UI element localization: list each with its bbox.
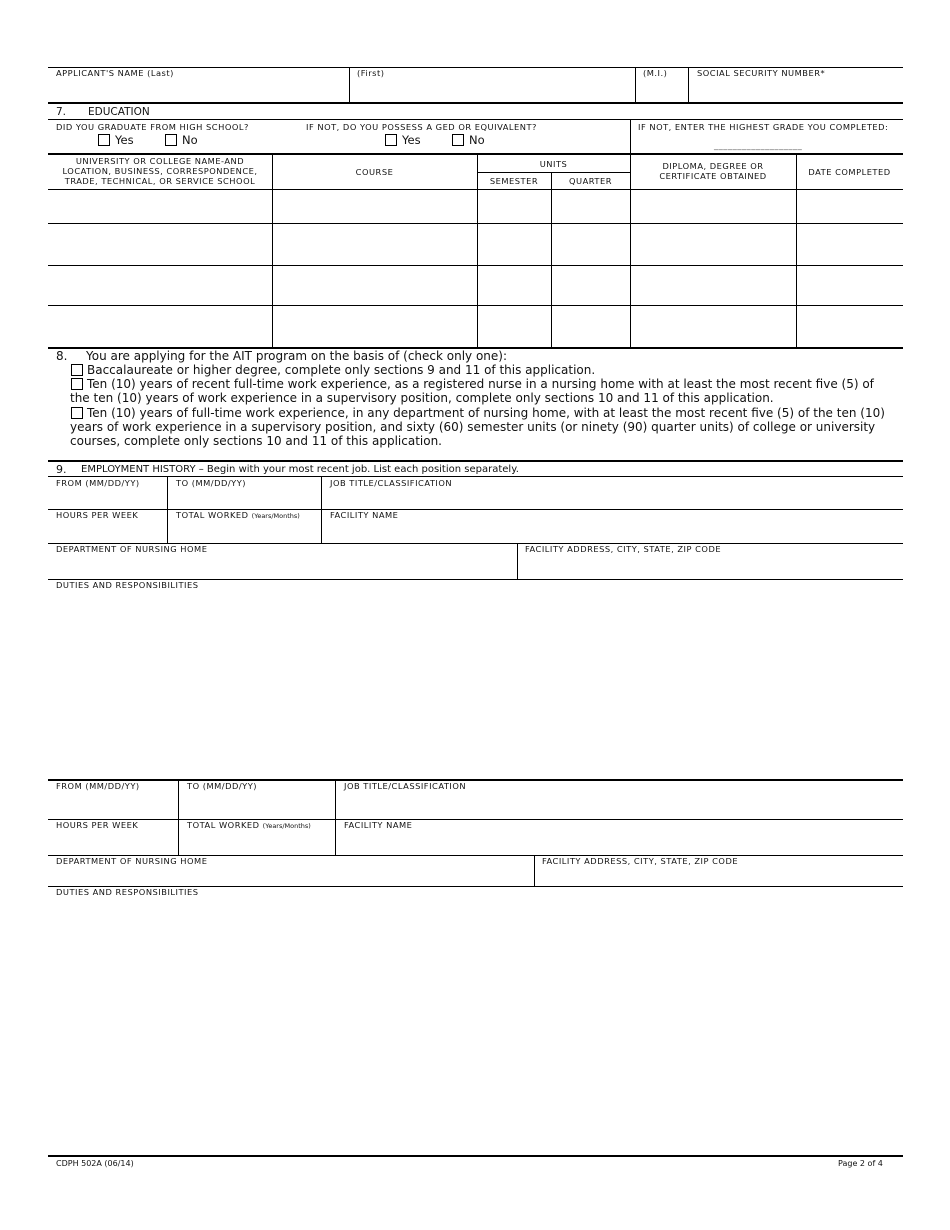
ait-option-1-text: Baccalaureate or higher degree, complete only sections 9 and 11 of this application.	[87, 363, 596, 377]
divider	[48, 476, 903, 477]
ait-option-2-text: Ten (10) years of recent full-time work experience, as a registered nurse in a nursing home with at least the most recent five (5) of the ten (10) years of work experience in a supervisory position, complete only sections 10 and 11 of this application.	[70, 377, 874, 405]
job2-from-label: FROM (MM/DD/YY)	[56, 781, 140, 791]
hs-no-label: No	[182, 133, 198, 147]
job2-title-label: JOB TITLE/CLASSIFICATION	[344, 781, 467, 791]
table-top-rule	[48, 153, 903, 155]
section-7-title: EDUCATION	[88, 106, 150, 118]
section-7-number: 7.	[56, 106, 67, 118]
ged-question: IF NOT, DO YOU POSSESS A GED OR EQUIVALENT?	[306, 122, 537, 132]
section-9-rule	[48, 460, 903, 462]
divider	[321, 476, 322, 543]
divider	[48, 819, 903, 820]
col-quarter-header: QUARTER	[568, 176, 612, 186]
page-number: Page 2 of 4	[838, 1159, 883, 1168]
middle-initial-label: (M.I.)	[643, 68, 668, 78]
divider	[517, 543, 518, 579]
highest-grade-field[interactable]: ___________________	[714, 140, 803, 150]
job2-to-field[interactable]	[181, 793, 332, 818]
ged-yes-checkbox[interactable]	[385, 134, 397, 146]
ged-no-checkbox[interactable]	[452, 134, 464, 146]
col-date-header: DATE COMPLETED	[808, 167, 891, 177]
divider	[688, 67, 689, 103]
hs-no-checkbox[interactable]	[165, 134, 177, 146]
job2-hours-label: HOURS PER WEEK	[56, 820, 139, 830]
job1-total-field[interactable]	[170, 521, 318, 542]
ssn-label: SOCIAL SECURITY NUMBER*	[697, 68, 826, 78]
job1-duties-field[interactable]	[50, 592, 902, 777]
section-9-title: EMPLOYMENT HISTORY – Begin with your most recent job. List each position separately.	[81, 464, 519, 475]
job1-total-label	[176, 510, 300, 521]
first-name-field[interactable]	[352, 79, 632, 101]
divider	[178, 780, 179, 855]
hs-yes-checkbox[interactable]	[98, 134, 110, 146]
job1-from-field[interactable]	[50, 488, 164, 508]
job2-hours-field[interactable]	[50, 831, 175, 854]
job2-address-field[interactable]	[537, 867, 902, 885]
education-table-row[interactable]	[48, 266, 903, 305]
col-units-header: UNITS	[539, 159, 568, 169]
section-7-rule	[48, 102, 903, 104]
ssn-field[interactable]	[691, 79, 901, 101]
job1-title-label: JOB TITLE/CLASSIFICATION	[330, 478, 453, 488]
job1-from-label: FROM (MM/DD/YY)	[56, 478, 140, 488]
job2-department-label: DEPARTMENT OF NURSING HOME	[56, 856, 208, 866]
job2-title-field[interactable]	[338, 793, 902, 818]
job2-department-field[interactable]	[50, 867, 531, 885]
section-8-intro: You are applying for the AIT program on the basis of (check only one):	[86, 349, 508, 363]
job1-address-field[interactable]	[520, 555, 902, 578]
education-table-row[interactable]	[48, 224, 903, 265]
job1-duties-label: DUTIES AND RESPONSIBILITIES	[56, 580, 199, 590]
first-name-label: (First)	[357, 68, 385, 78]
job2-facility-label: FACILITY NAME	[344, 820, 413, 830]
job2-top-rule	[48, 779, 903, 781]
divider	[48, 119, 903, 120]
divider	[630, 119, 631, 153]
last-name-field[interactable]	[52, 79, 346, 101]
section-9-number: 9.	[56, 463, 67, 476]
job1-department-field[interactable]	[50, 555, 514, 578]
job2-total-field[interactable]	[181, 831, 332, 854]
job1-title-field[interactable]	[324, 488, 902, 508]
education-table-row[interactable]	[48, 190, 903, 223]
divider	[534, 855, 535, 886]
divider	[635, 67, 636, 103]
job2-total-label	[187, 820, 311, 831]
hs-question: DID YOU GRADUATE FROM HIGH SCHOOL?	[56, 122, 249, 132]
ged-no-label: No	[469, 133, 485, 147]
job1-to-field[interactable]	[170, 488, 318, 508]
divider	[477, 172, 630, 173]
col-semester-header: SEMESTER	[489, 176, 539, 186]
last-name-label: APPLICANT'S NAME (Last)	[56, 68, 174, 78]
job1-facility-field[interactable]	[324, 521, 902, 542]
divider	[335, 780, 336, 855]
job1-facility-label: FACILITY NAME	[330, 510, 399, 520]
col-course-header: COURSE	[355, 167, 394, 177]
job2-facility-field[interactable]	[338, 831, 902, 854]
job2-address-label: FACILITY ADDRESS, CITY, STATE, ZIP CODE	[542, 856, 739, 866]
col-diploma-header: DIPLOMA, DEGREE OR CERTIFICATE OBTAINED	[659, 161, 767, 181]
total-worked-unit: (Years/Months)	[251, 512, 300, 520]
hs-yes-label: Yes	[115, 133, 134, 147]
job2-to-label: TO (MM/DD/YY)	[187, 781, 258, 791]
form-id: CDPH 502A (06/14)	[56, 1159, 134, 1168]
job1-hours-field[interactable]	[50, 521, 164, 542]
footer-rule	[48, 1155, 903, 1157]
ged-yes-label: Yes	[402, 133, 421, 147]
job1-address-label: FACILITY ADDRESS, CITY, STATE, ZIP CODE	[525, 544, 722, 554]
education-table-row[interactable]	[48, 306, 903, 347]
job2-from-field[interactable]	[50, 793, 175, 818]
divider	[349, 67, 350, 103]
total-worked-text: TOTAL WORKED	[176, 510, 249, 520]
divider	[167, 476, 168, 543]
job1-department-label: DEPARTMENT OF NURSING HOME	[56, 544, 208, 554]
job2-duties-label: DUTIES AND RESPONSIBILITIES	[56, 887, 199, 897]
job2-duties-field[interactable]	[50, 899, 902, 1149]
job1-hours-label: HOURS PER WEEK	[56, 510, 139, 520]
ait-option-3-text: Ten (10) years of full-time work experience, in any department of nursing home, with at least the most recent five (5) of the ten (10) years of work experience in a supervisory position, and sixty (60) semester units (or ninety (90) quarter units) of college or university courses, complete only sections 10 and 11 of this application.	[70, 406, 885, 448]
grade-question: IF NOT, ENTER THE HIGHEST GRADE YOU COMPLETED:	[638, 122, 889, 132]
col-school-header: UNIVERSITY OR COLLEGE NAME-AND LOCATION, BUSINESS, CORRESPONDENCE, TRADE, TECHNICAL, OR SERVICE SCHOOL	[62, 156, 258, 186]
total-worked-text: TOTAL WORKED	[187, 820, 260, 830]
job1-to-label: TO (MM/DD/YY)	[176, 478, 247, 488]
total-worked-unit: (Years/Months)	[262, 822, 311, 830]
middle-initial-field[interactable]	[638, 79, 685, 101]
section-8-number: 8.	[56, 349, 68, 363]
